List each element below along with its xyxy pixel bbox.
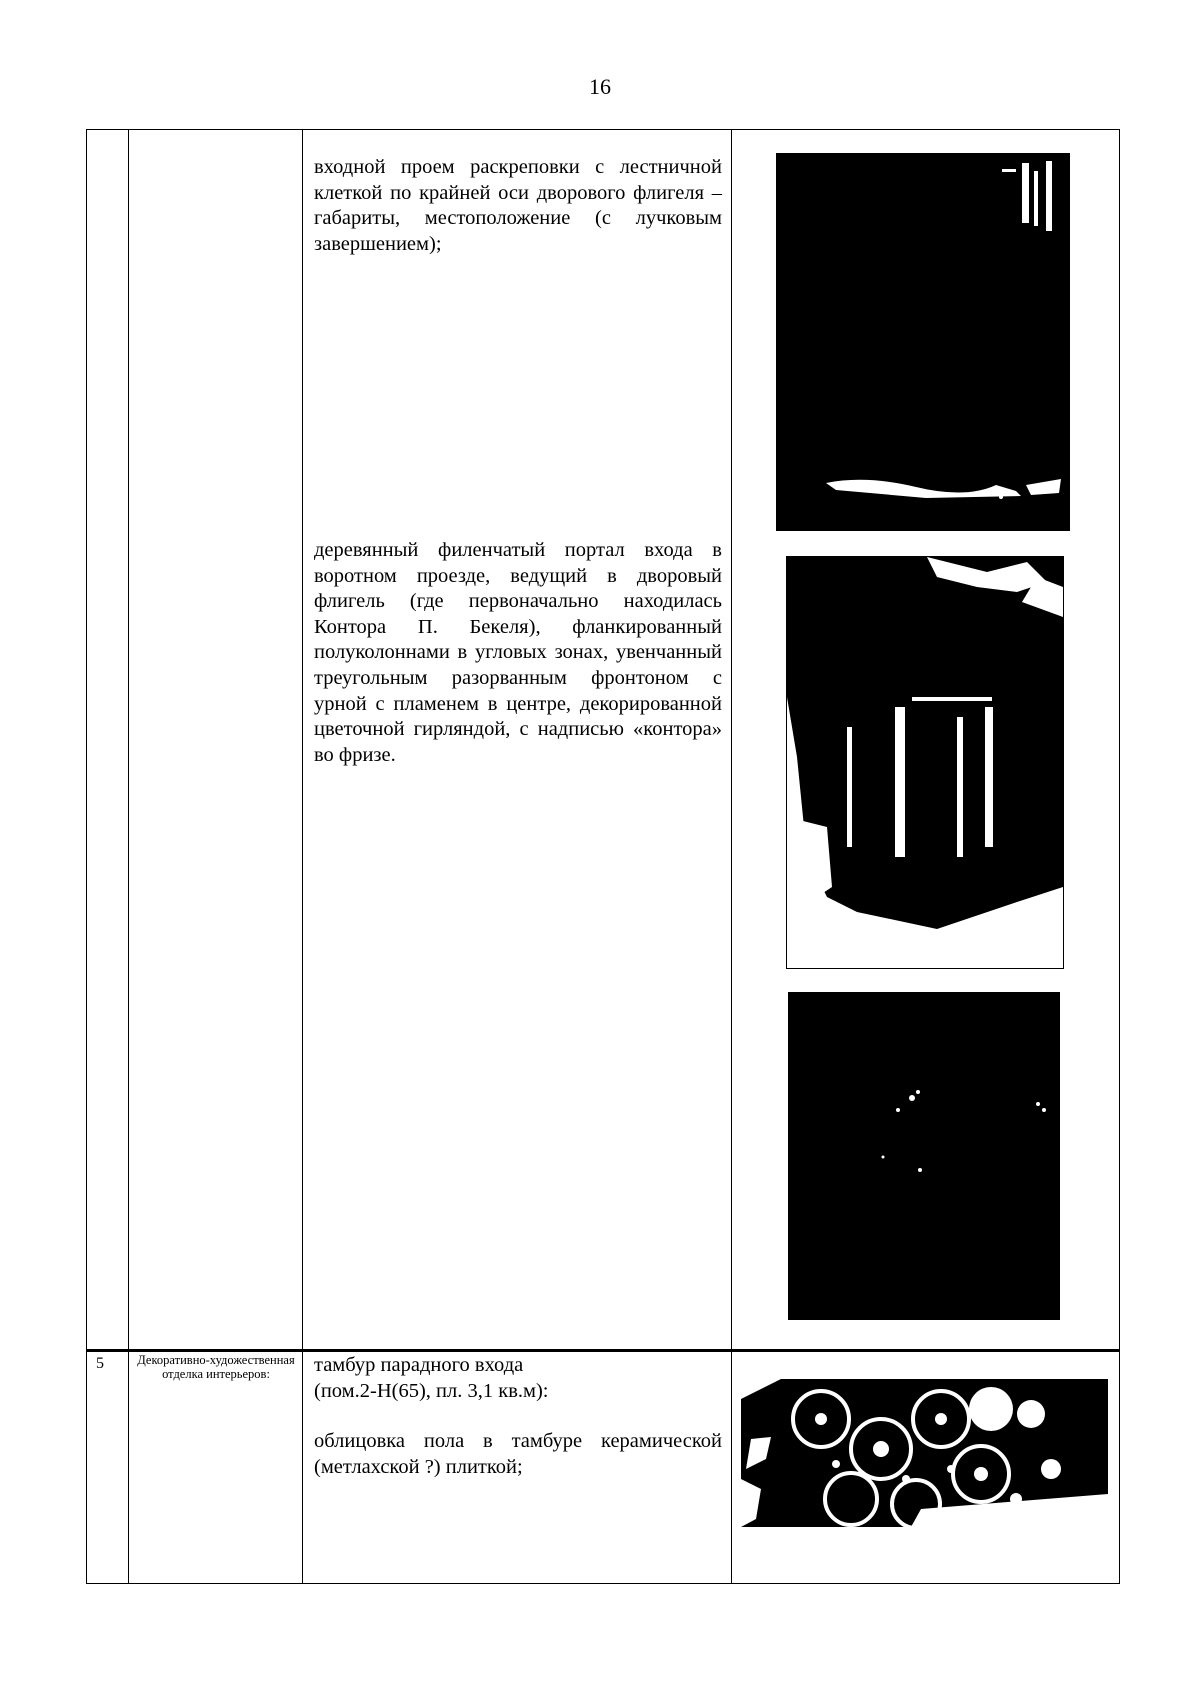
heritage-table [86, 129, 1120, 1584]
column-divider-3 [731, 129, 732, 1584]
page-number: 16 [589, 74, 611, 99]
column-divider-1 [128, 129, 129, 1584]
item-doorway-text: входной проем раскреповки с лестничной клеткой по крайней оси дворового флигеля – габариты, местоположение (с лучковым завершением); [314, 156, 722, 255]
row-divider [86, 1349, 1120, 1352]
row-number: 5 [96, 1355, 104, 1372]
photo-wooden-portal [786, 556, 1064, 969]
table-border-left [86, 129, 87, 1584]
photo-doorway-dark [776, 153, 1070, 531]
item-portal-text: деревянный филенчатый портал входа в воротном проезде, ведущий в дворовый флигель (где первоначально находилась Контора П. Бекеля), фланкированный полуколоннами в угловых зонах, увенчанный треугольным разорванным фронтоном с урной с пламенем в центре, декорированной цветочной гирляндой, с надписью «контора» во фризе. [314, 539, 722, 766]
table-border-bottom [86, 1583, 1120, 1584]
photo-portal-detail-dark [788, 992, 1060, 1320]
tambour-heading-line2: (пом.2-Н(65), пл. 3,1 кв.м): [314, 1380, 549, 1402]
tambour-heading-line1: тамбур парадного входа [314, 1354, 524, 1376]
table-border-top [86, 129, 1120, 130]
row-category: Декоративно-художественная отделка интерьеров: [137, 1353, 295, 1381]
table-border-right [1119, 129, 1120, 1584]
item-floor-tile-text: облицовка пола в тамбуре керамической (метлахской ?) плиткой; [314, 1430, 722, 1478]
column-divider-2 [302, 129, 303, 1584]
photo-tile-floor [741, 1379, 1108, 1527]
